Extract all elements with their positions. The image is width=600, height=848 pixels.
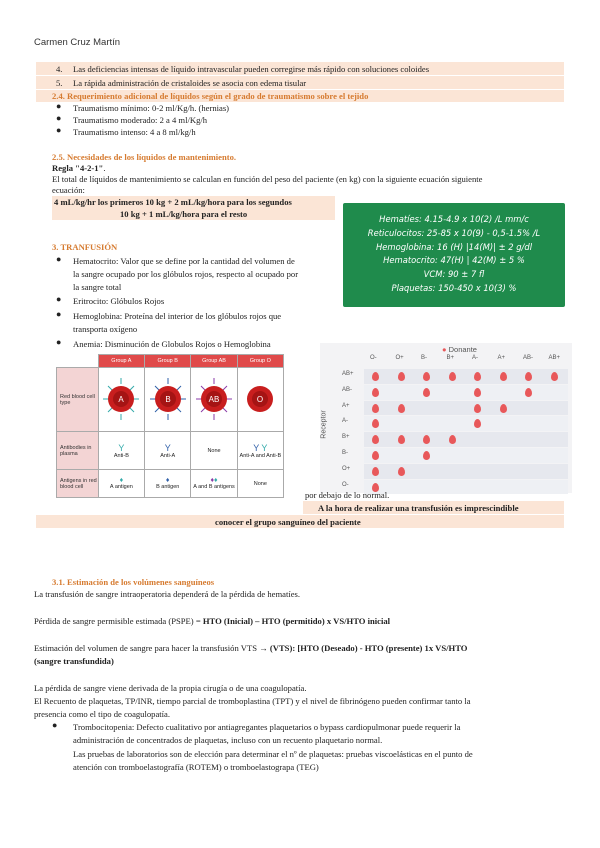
donor-col-label: O-	[370, 355, 377, 361]
compatible-drop-icon	[551, 372, 558, 381]
bullet: ●	[56, 113, 62, 123]
rbc-cell-b	[145, 368, 191, 432]
compatible-drop-icon	[474, 388, 481, 397]
bullet: ●	[52, 720, 58, 730]
recipient-row-label: O-	[342, 481, 349, 488]
antibody-cell	[191, 432, 237, 470]
donor-label: Donante	[448, 345, 477, 354]
list-item: Traumatismo moderado: 2 a 4 ml/Kg/h	[73, 115, 208, 125]
list-item: Hemoglobina: Proteína del interior de los glóbulos rojos que	[73, 311, 282, 321]
grid-row	[364, 401, 568, 416]
recipient-row-label: AB+	[342, 371, 354, 377]
antibody-a-icon: Y	[164, 442, 171, 453]
compatible-drop-icon	[500, 372, 507, 381]
antigen-cell	[237, 470, 283, 498]
author-name: Carmen Cruz Martín	[34, 37, 121, 48]
rbc-cell-ab	[191, 368, 237, 432]
paragraph: (sangre transfundida)	[34, 656, 114, 666]
compatible-drop-icon	[423, 451, 430, 460]
rbc-a-icon	[99, 374, 143, 424]
paragraph	[34, 615, 390, 627]
compatible-drop-icon	[372, 451, 379, 460]
group-header: Group AB	[191, 355, 237, 368]
antibody-label: Anti-A and Anti-B	[239, 452, 282, 459]
row-label: Antigens in red blood cell	[57, 470, 99, 498]
compatible-drop-icon	[500, 404, 507, 413]
p3-label: Estimación del volumen de sangre para hacer la transfusión VTS →	[34, 643, 270, 653]
antibody-b-icon: Y	[118, 442, 125, 453]
recipient-row-label: AB-	[342, 386, 353, 393]
board-line: Hemoglobina: 16 (H) |14(M)| ± 2 g/dl	[375, 241, 533, 252]
antigen-cell	[98, 470, 144, 498]
antibody-cell	[145, 432, 191, 470]
bullet: ●	[56, 101, 62, 111]
rule-dot: .	[103, 163, 106, 173]
rbc-ab-icon	[192, 374, 236, 424]
compatible-drop-icon	[398, 372, 405, 381]
section-heading: 2.5. Necesidades de los líquidos de mantenimiento.	[52, 152, 237, 162]
antigen-label: A and B antigens	[193, 484, 235, 490]
board-line: Plaquetas: 150-450 x 10(3) %	[391, 282, 517, 293]
recipient-row-label: O+	[342, 465, 351, 472]
list-item-cont: Las pruebas de laboratorios son de elección para determinar el nº de plaquetas: pruebas viscoelásticas en el punto de	[73, 749, 473, 759]
compatibility-chart	[320, 343, 572, 493]
grid-row	[364, 416, 568, 431]
compatible-drop-icon	[372, 467, 379, 476]
compatible-drop-icon	[423, 372, 430, 381]
rbc-cell-a	[98, 368, 144, 432]
paragraph: presencia como el tipo de coagulopatía.	[34, 709, 171, 719]
bullet: ●	[56, 125, 62, 135]
board-line: Reticulocitos: 25-85 x 10(9) - 0,5-1.5% /L	[367, 227, 541, 238]
recipient-row-label: B+	[342, 434, 350, 441]
rule-label: Regla	[52, 163, 74, 173]
antibody-cell	[237, 432, 283, 470]
lab-values-board	[343, 203, 565, 307]
donor-col-label: A-	[472, 355, 478, 361]
rbc-letter: O	[257, 394, 264, 404]
recipient-row-label: B-	[342, 450, 348, 456]
paragraph: por debajo de lo normal.	[305, 490, 390, 500]
compatible-drop-icon	[398, 404, 405, 413]
antibody-label: Anti-B	[113, 452, 129, 459]
compatible-drop-icon	[372, 372, 379, 381]
rbc-letter: B	[165, 394, 171, 404]
antigen-label: A antigen	[109, 484, 133, 490]
rbc-b-icon	[146, 374, 190, 424]
drop-icon: ●	[442, 345, 447, 354]
board-line: Hematocrito: 47(H) | 42(M) ± 5 %	[383, 255, 525, 266]
grid-row	[364, 480, 568, 495]
antigen-label: B antigen	[156, 484, 180, 490]
list-item: La rápida administración de cristaloides se asocia con edema tisular	[73, 78, 307, 88]
antigen-a-icon: ♦	[119, 477, 124, 484]
antigen-cell	[145, 470, 191, 498]
bullet: ●	[56, 337, 62, 347]
rbc-cell-o	[237, 368, 283, 432]
p2-formula: HTO (Inicial) – HTO (permitido) x VS/HTO inicial	[202, 616, 391, 626]
compatible-drop-icon	[398, 467, 405, 476]
donor-col-label: O+	[395, 355, 404, 361]
antigen-ab-icon: ♦♦	[210, 477, 218, 484]
p2-label: Pérdida de sangre permisible estimada (PSPE) =	[34, 616, 203, 626]
list-num: 4.	[56, 64, 63, 74]
antibody-label: None	[207, 447, 221, 454]
compatible-drop-icon	[525, 372, 532, 381]
list-item-cont: la sangre ocupado por los glóbulos rojos, respecto al ocupado por	[73, 269, 299, 279]
group-header: Group A	[98, 355, 144, 368]
donor-col-label: AB+	[548, 355, 561, 361]
rbc-letter: AB	[208, 394, 220, 404]
group-header: Group B	[145, 355, 191, 368]
list-item: Traumatismo intenso: 4 a 8 ml/kg/h	[73, 127, 196, 137]
paragraph	[34, 642, 467, 654]
highlight-text: A la hora de realizar una transfusión es imprescindible	[318, 503, 519, 513]
list-item-cont: administración de concentrados de plaquetas, incluso con un recuento plaquetario normal.	[73, 735, 383, 745]
blood-type-table	[56, 354, 284, 498]
paragraph: La transfusión de sangre intraoperatoria dependerá de la pérdida de hematíes.	[34, 589, 301, 599]
row-label: Red blood cell type	[57, 368, 99, 432]
bullet: ●	[56, 254, 62, 264]
donor-col-label: B-	[421, 355, 427, 361]
antigen-b-icon: ♦	[165, 477, 170, 484]
recipient-row-label: A+	[342, 402, 350, 409]
group-header: Group O	[237, 355, 283, 368]
compatible-drop-icon	[449, 372, 456, 381]
compatible-drop-icon	[525, 388, 532, 397]
grid-row	[364, 464, 568, 479]
compatible-drop-icon	[449, 435, 456, 444]
compatible-drop-icon	[372, 388, 379, 397]
highlight-text: conocer el grupo sanguíneo del paciente	[215, 517, 361, 527]
donor-title	[442, 345, 477, 354]
formula-line: 10 kg + 1 mL/kg/hora para el resto	[120, 209, 248, 219]
grid-row	[364, 385, 568, 400]
board-line: VCM: 90 ± 7 fl	[423, 269, 485, 280]
antibody-label: Anti-A	[160, 452, 176, 459]
recipient-row-label: A-	[342, 418, 348, 425]
antibody-cell	[98, 432, 144, 470]
paragraph: ecuación:	[52, 185, 85, 195]
paragraph: El total de líquidos de mantenimiento se calculan en función del peso del paciente (en kg) con la siguiente ecuación siguiente	[52, 174, 483, 184]
row-label: Antibodies in plasma	[57, 432, 99, 470]
section-heading: 3.1. Estimación de los volúmenes sanguíneos	[52, 577, 215, 587]
compatible-drop-icon	[474, 404, 481, 413]
antibody-ab-icon: Y Y	[253, 442, 268, 453]
grid-row	[364, 369, 568, 384]
list-item-cont: atención con tromboelastografía (ROTEM) o tromboelastograpa (TEG)	[73, 762, 319, 772]
bullet: ●	[56, 309, 62, 319]
antigen-label: None	[253, 480, 267, 487]
rule-value: "4-2-1"	[75, 163, 104, 173]
rbc-letter: A	[118, 394, 125, 404]
list-item: Las deficiencias intensas de líquido intravascular pueden corregirse más rápido con soluciones coloides	[73, 64, 430, 74]
bullet: ●	[56, 294, 62, 304]
list-item-cont: transporta oxígeno	[73, 324, 138, 334]
list-item: Traumatismo mínimo: 0-2 ml/Kg/h. (hernias)	[73, 103, 230, 113]
compatible-drop-icon	[423, 435, 430, 444]
list-item: Trombocitopenia: Defecto cualitativo por antiagregantes plaquetarios o bypass cardiopulmonar puede requerir la	[73, 722, 461, 732]
paragraph: El Recuento de plaquetas, TP/INR, tiempo parcial de tromboplastina (TPT) y el nivel de fibrinógeno pueden confirmar tanto la	[34, 696, 471, 706]
receptor-label: Receptor	[320, 410, 328, 439]
compatible-drop-icon	[372, 435, 379, 444]
list-item-cont: la sangre total	[73, 282, 122, 292]
compatible-drop-icon	[398, 435, 405, 444]
list-item: Eritrocito: Glóbulos Rojos	[73, 296, 165, 306]
section-heading: 3. TRANFUSIÓN	[52, 242, 118, 252]
list-item: Anemia: Disminución de Globulos Rojos o Hemoglobina	[73, 339, 271, 349]
table-corner	[57, 355, 99, 368]
compatible-drop-icon	[423, 388, 430, 397]
donor-col-label: B+	[446, 355, 455, 361]
antigen-cell	[191, 470, 237, 498]
grid-row	[364, 432, 568, 447]
p3-formula: (VTS): [HTO (Deseado) - HTO (presente) 1x VS/HTO	[269, 643, 468, 653]
paragraph: La pérdida de sangre viene derivada de la propia cirugía o de una coagulopatía.	[34, 683, 307, 693]
list-item: Hematocrito: Valor que se define por la cantidad del volumen de	[73, 256, 295, 266]
section-heading: 2.4. Requerimiento adicional de líquidos según el grado de traumatismo sobre el tejido	[52, 91, 369, 101]
list-num: 5.	[56, 78, 63, 88]
rbc-o-icon	[238, 374, 282, 424]
board-line: Hematíes: 4.15-4.9 x 10(2) /L mm/c	[379, 214, 529, 224]
formula-line: 4 mL/kg/hr los primeros 10 kg + 2 mL/kg/hora para los segundos	[54, 197, 292, 207]
donor-col-label: A+	[497, 355, 506, 361]
donor-col-label: AB-	[523, 355, 534, 361]
compatible-drop-icon	[372, 404, 379, 413]
grid-row	[364, 448, 568, 463]
compatible-drop-icon	[474, 372, 481, 381]
